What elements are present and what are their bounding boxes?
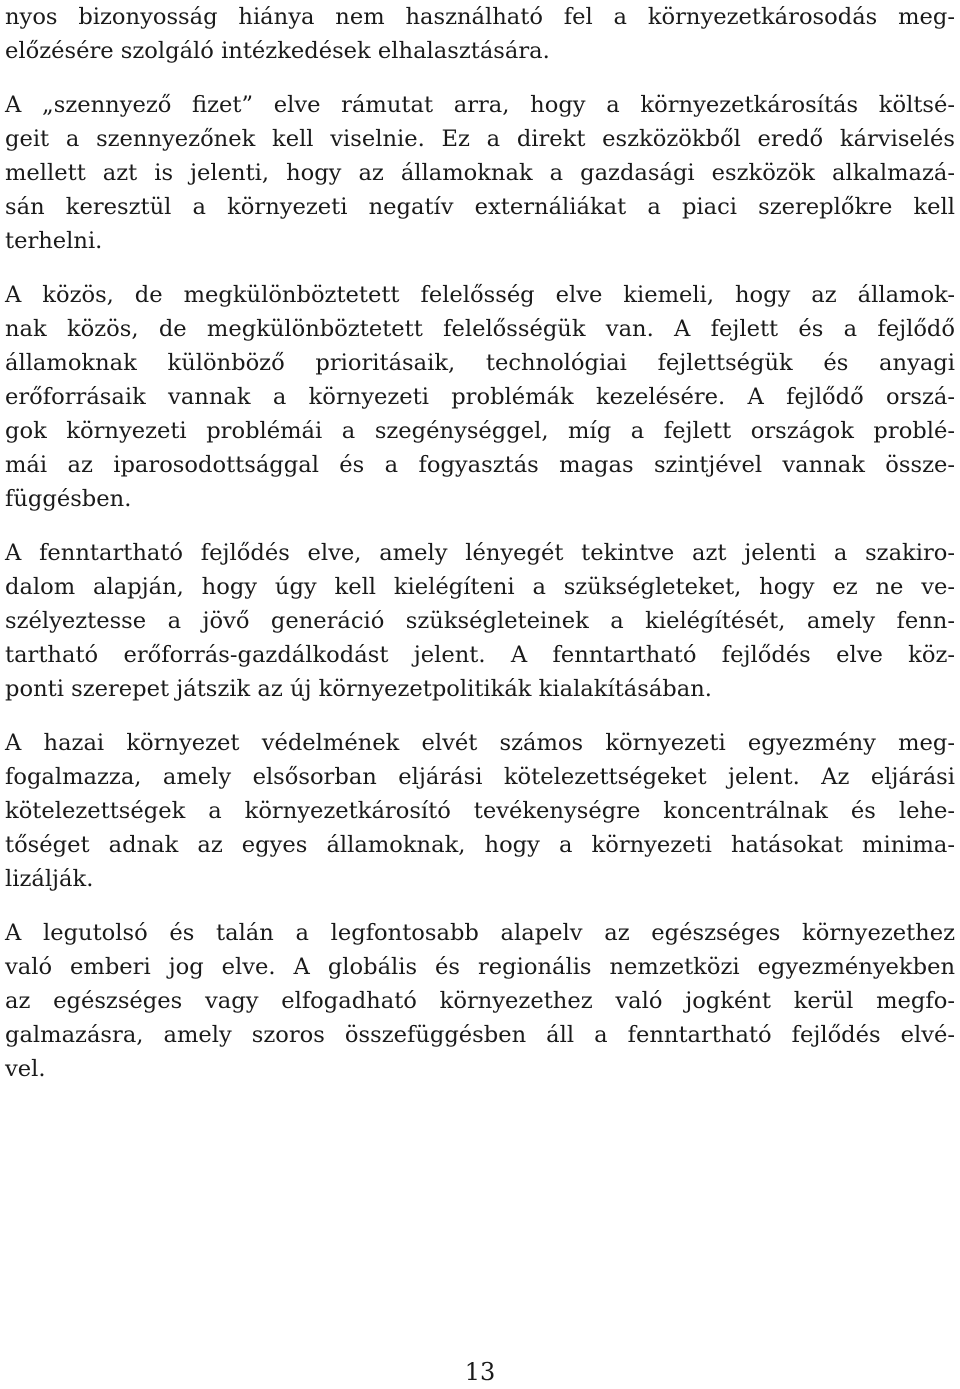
- document-body: [5, 0, 955, 1106]
- text-line: geit a szennyezőnek kell viselnie. Ez a direkt eszközökből eredő kárviselés: [5, 126, 955, 152]
- page-number: 13: [464, 1358, 496, 1386]
- text-line: A hazai környezet védelmének elvét számos környezeti egyezmény meg-: [5, 730, 955, 756]
- text-line: lizálják.: [5, 866, 94, 892]
- text-line: előzésére szolgáló intézkedések elhalasztására.: [5, 38, 550, 64]
- text-line: való emberi jog elve. A globális és regionális nemzetközi egyezményekben: [5, 954, 955, 980]
- paragraph-precaution-end: [5, 0, 955, 68]
- text-line: tőséget adnak az egyes államoknak, hogy a környezeti hatásokat minima-: [5, 832, 955, 858]
- text-line: A fenntartható fejlődés elve, amely lényegét tekintve azt jelenti a szakiro-: [5, 540, 955, 566]
- paragraph-common-responsibility: [5, 278, 955, 516]
- paragraph-sustainable-development: [5, 536, 955, 706]
- paragraph-domestic-protection: [5, 726, 955, 896]
- text-line: terhelni.: [5, 228, 103, 254]
- text-line: galmazásra, amely szoros összefüggésben áll a fenntartható fejlődés elvé-: [5, 1022, 955, 1048]
- text-line: kötelezettségek a környezetkárosító tevékenységre koncentrálnak és lehe-: [5, 798, 955, 824]
- text-line: az egészséges vagy elfogadható környezethez való jogként kerül megfo-: [5, 988, 955, 1014]
- text-line: A közös, de megkülönböztetett felelősség elve kiemeli, hogy az államok-: [5, 282, 955, 308]
- text-line: nyos bizonyosság hiánya nem használható fel a környezetkárosodás meg-: [5, 4, 955, 30]
- text-line: A legutolsó és talán a legfontosabb alapelv az egészséges környezethez: [5, 920, 955, 946]
- text-line: dalom alapján, hogy úgy kell kielégíteni a szükségleteket, hogy ez ne ve-: [5, 574, 955, 600]
- text-line: mái az iparosodottsággal és a fogyasztás magas szintjével vannak össze-: [5, 452, 955, 478]
- text-line: államoknak különböző prioritásaik, technológiai fejlettségük és anyagi: [5, 350, 955, 376]
- text-line: fogalmazza, amely elsősorban eljárási kötelezettségeket jelent. Az eljárási: [5, 764, 955, 790]
- text-line: függésben.: [5, 486, 132, 512]
- text-line: nak közös, de megkülönböztetett felelősségük van. A fejlett és a fejlődő: [5, 316, 955, 342]
- text-line: sán keresztül a környezeti negatív externáliákat a piaci szereplőkre kell: [5, 194, 955, 220]
- text-line: szélyeztesse a jövő generáció szükségleteinek a kielégítését, amely fenn-: [5, 608, 955, 634]
- paragraph-polluter-pays: [5, 88, 955, 258]
- text-line: A „szennyező fizet” elve rámutat arra, hogy a környezetkárosítás költsé-: [5, 92, 955, 118]
- text-line: ponti szerepet játszik az új környezetpolitikák kialakításában.: [5, 676, 712, 702]
- text-line: vel.: [5, 1056, 46, 1082]
- text-line: mellett azt is jelenti, hogy az államoknak a gazdasági eszközök alkalmazá-: [5, 160, 955, 186]
- text-line: erőforrásaik vannak a környezeti problémák kezelésére. A fejlődő orszá-: [5, 384, 955, 410]
- text-line: gok környezeti problémái a szegénységgel, míg a fejlett országok problé-: [5, 418, 955, 444]
- paragraph-healthy-environment-right: [5, 916, 955, 1086]
- text-line: tartható erőforrás-gazdálkodást jelent. A fenntartható fejlődés elve köz-: [5, 642, 955, 668]
